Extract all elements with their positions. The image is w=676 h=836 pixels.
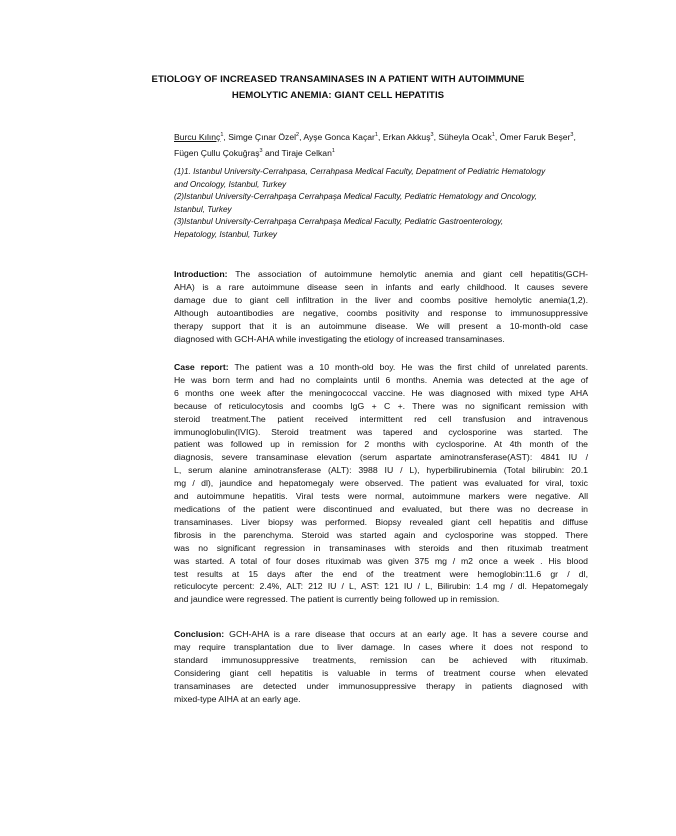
case-report-section (174, 361, 588, 606)
affiliation-list (174, 166, 594, 242)
paragraph-line: 6 months one week after the meningococcal vaccine. He was diagnosed with mixed type AHA (174, 387, 588, 398)
paragraph-line (174, 361, 588, 374)
author-separator: , (494, 132, 500, 142)
paragraph-line: fibrosis in the parenchyma. Steroid was started again and cyclosporine was stopped. There (174, 529, 588, 540)
paragraph-line: L, serum alanine aminotransferase (ALT): 3988 IU / L), hyperbilirubinemia (Total bilirubin: 20.1 (174, 465, 588, 476)
affiliation-line: Istanbul, Turkey (174, 204, 232, 214)
author-affiliation-mark: 2 (296, 132, 300, 139)
paragraph-line: mg / dl), jaundice and hepatomegaly were observed. The patient was evaluated for viral, toxic (174, 478, 588, 489)
paragraph-line: and jaundice were regressed. The patient is currently being followed up in remission. (174, 594, 500, 605)
introduction-section (174, 268, 588, 345)
author-affiliation-mark: 3 (570, 132, 574, 139)
conclusion-heading: Conclusion: (174, 629, 225, 639)
affiliation-line: (3)Istanbul University-Cerrahpaşa Cerrahpaşa Medical Faculty, Pediatric Gastroenterology, (174, 217, 504, 227)
author-affiliation-mark: 1 (491, 132, 495, 139)
author-affiliation-mark: 3 (259, 147, 263, 154)
paragraph-text: The association of autoimmune hemolytic anemia and giant cell hepatitis(GCH- (227, 269, 588, 279)
affiliation-line: and Oncology, Istanbul, Turkey (174, 179, 287, 189)
author-name: Ayşe Gonca Kaçar (303, 132, 375, 142)
author-separator: and (262, 147, 282, 158)
paragraph-line: standard immunosuppressive treatments, remission can be achieved with rituximab. (174, 654, 588, 665)
paragraph-line: diagnosed with GCH-AHA while investigating the etiology of increased transaminases. (174, 333, 505, 344)
paragraph-line: transaminases. Liver biopsy was performed. Biopsy revealed giant cell hepatitis and diffuse (174, 516, 588, 527)
paragraph-line (174, 268, 588, 281)
author-name: Tiraje Celkan (281, 147, 332, 158)
affiliation-line: (1)1. Istanbul University-Cerrahpasa, Cerrahpasa Medical Faculty, Depatment of Pediatric Hematology (174, 167, 546, 176)
author-separator: , (573, 132, 576, 142)
affiliation-line: (2)Istanbul University-Cerrahpaşa Cerrahpaşa Medical Faculty, Pediatric Hematology and Oncology, (174, 192, 537, 202)
introduction-heading: Introduction: (174, 269, 228, 279)
title-line-2: HEMOLYTIC ANEMIA: GIANT CELL HEPATITIS (231, 89, 445, 101)
title-line-1: ETIOLOGY OF INCREASED TRANSAMINASES IN A PATIENT WITH AUTOIMMUNE (151, 74, 525, 85)
author-line-1 (174, 130, 594, 146)
paragraph-line: immunoglobulin(IVIG). Steroid treatment was tapered and cyclosporine was started. The (174, 426, 588, 437)
paragraph-line: damage due to giant cell infiltration in the liver and coombs positive hemolytic anemia(1,2). (174, 294, 588, 305)
paragraph-line: Although autoantibodies are negative, coombs positivity and response to immunosuppressive (174, 307, 588, 318)
author-list (174, 130, 594, 161)
paper-title (150, 72, 526, 103)
paragraph-line: AHA) is a rare autoimmune disease seen in infants and early childhood. It causes severe (174, 281, 588, 292)
paragraph-line: mixed-type AIHA at an early age. (174, 693, 301, 704)
author-affiliation-mark: 1 (220, 132, 224, 139)
author-affiliation-mark: 1 (374, 132, 378, 139)
author-affiliation-mark: 3 (430, 132, 434, 139)
author-line-2 (174, 146, 594, 162)
author-name: Fügen Çullu Çokuğraş (174, 147, 260, 158)
paragraph-line: transaminases are detected under immunosuppressive therapy in patients diagnosed with (174, 680, 588, 691)
paragraph-line: test results at 15 days after the end of the treatment were hemoglobin:11.6 gr / dl, (174, 568, 588, 579)
paragraph-line: because of reticulocytosis and coombs IgG + C +. There was no significant remission with (174, 400, 588, 411)
paragraph-line: therapy support that it is an autoimmune disease. We will present a 10-month-old case (174, 320, 588, 331)
paragraph-line: patient was followed up in remission for 2 months with cyclosporine. At 4th month of the (174, 439, 588, 450)
author-affiliation-mark: 1 (331, 147, 335, 154)
author-separator: , (223, 132, 229, 142)
paragraph-text: GCH-AHA is a rare disease that occurs at an early age. It has a severe course and (224, 629, 588, 639)
paragraph-line (174, 628, 588, 641)
paragraph-line: steroid treatment.The patient received intermittent red cell transfusion and intravenous (174, 413, 588, 424)
author-name: Simge Çınar Özel (228, 132, 297, 142)
paragraph-line: diagnosis, severe transaminase elevation (serum aspartate aminotransferase(AST): 4841 IU / (174, 452, 588, 463)
paragraph-line: was started. A total of four doses rituximab was given 375 mg / m2 once a week . His blood (174, 555, 588, 566)
author-separator: , (299, 132, 304, 142)
author-name: Erkan Akkuş (382, 132, 431, 142)
paragraph-text: The patient was a 10 month-old boy. He was the first child of unrelated parents. (228, 362, 588, 372)
case-report-heading: Case report: (174, 362, 229, 372)
author-separator: , (433, 132, 439, 142)
paragraph-line: reticulocyte percent: 2.4%, ALT: 212 IU / L, AST: 121 IU / L, Bilirubin: 1.4 mg / dl. Hepatomegaly (174, 581, 588, 592)
paragraph-line: Considering giant cell hepatitis is valuable in terms of treatment course when elevated (174, 667, 588, 678)
conclusion-section (174, 628, 588, 705)
paragraph-line: He was born term and had no complaints until 6 months. Anemia was detected at the age of (174, 374, 588, 385)
paragraph-line: was no significant regression in transaminases with steroids and then rituximab treatment (174, 542, 588, 553)
paragraph-line: may require transplantation due to liver damage. In cases where it does not respond to (174, 641, 588, 652)
paragraph-line: medications of the patient were discontinued and evaluated, but there was no decrease in (174, 503, 588, 514)
author-separator: , (377, 132, 383, 142)
affiliation-line: Hepatology, Istanbul, Turkey (174, 229, 278, 239)
paragraph-line: and autoimmune hepatitis. Viral tests were normal, autoimmune markers were negative. All (174, 491, 588, 502)
author-name: Süheyla Ocak (438, 132, 492, 142)
author-name: Ömer Faruk Beşer (499, 132, 571, 142)
author-name: Burcu Kılınç (174, 132, 221, 142)
